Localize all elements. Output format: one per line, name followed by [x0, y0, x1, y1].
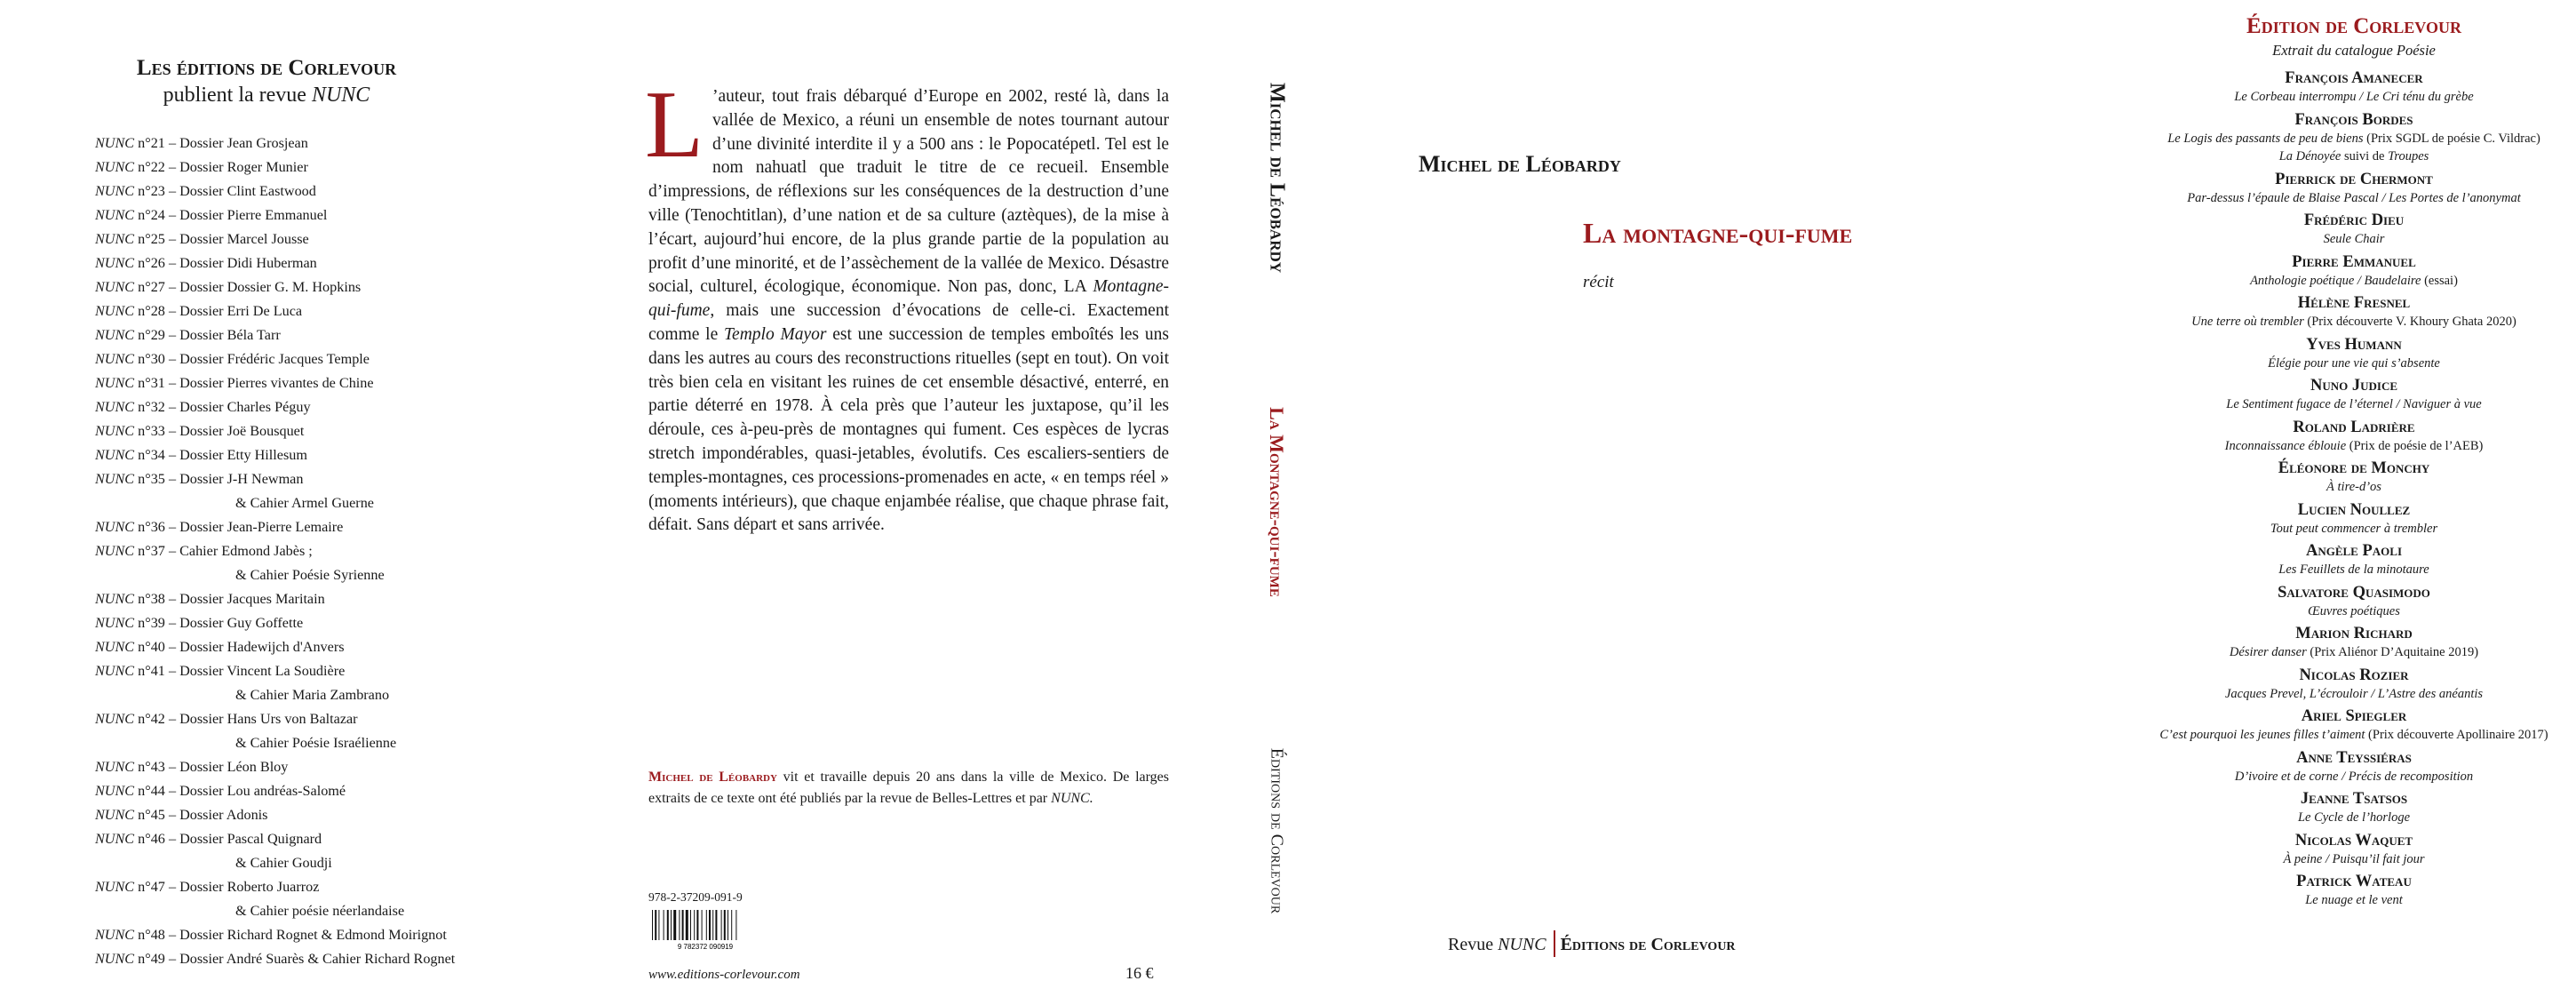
footer-separator — [1554, 930, 1555, 957]
catalogue-book-title: Le Cycle de l’horloge — [2297, 810, 2411, 825]
catalogue-author: Pierre Emmanuel — [2292, 252, 2416, 271]
catalogue-author: Nicolas Rozier — [2299, 666, 2409, 684]
catalogue-author: Éléonore de Monchy — [2278, 459, 2430, 477]
blurb-text: ’auteur, tout frais débarqué d’Europe en 2002, resté là, dans la vallée de Mexico, a réuni un ensemble de notes tournant autour d’une divinité interdite il y a 500 ans : le Popocatépetl. Tel est le nom nahuatl que traduit le titre de ce recueil. Ensemble d’impressions, de réflexions sur les conséquences de la destruction d’une ville (Tenochtitlan), d’une nation et de sa culture (aztèques), de la mise à l’écart, aujourd’hui encore, de la plus grande partie de la population au profit d’une minorité, et de l’assèchement de la vallée de Mexico. Désastre social, culturel, écologique, économique. Non pas, donc, LA Montagne-qui-fume, mais une succession d’évocations de celle-ci. Exactement comme le Templo Mayor est une succession de temples emboîtés les uns dans les autres au cours des reconstructions rituelles (sept en tout). On voit très bien cela en visitant les ruines de cet ensemble désactivé, enterré, en partie déterré en 1978. À cela près que l’auteur les juxtapose, qu’il les déroule, ces à-peu-près de montagnes qui fument. Ces espèces de lycras stretch impondérables, quasi-jetables, évolutifs. Ces escaliers-sentiers de temples-montagnes, ces processions-promenades en acte, « en temps réel » (moments intérieurs), que chaque enjambée réalise, que chaque phrase fait, défait. Sans départ et sans arrivée. — [648, 87, 1169, 535]
catalogue-book-title: Les Feuillets de la minotaure — [2278, 562, 2429, 577]
nunc-issue-item: NUNC n°24 – Dossier Pierre Emmanuel — [95, 207, 328, 223]
nunc-issue-item: NUNC n°35 – Dossier J-H Newman — [95, 471, 304, 487]
spine — [1236, 0, 1316, 997]
nunc-heading-line1: Les éditions de Corlevour — [136, 56, 397, 80]
catalogue-book-title: C’est pourquoi les jeunes filles t’aiment (Prix découverte Apollinaire 2017) — [2159, 728, 2548, 742]
catalogue-entry — [2132, 500, 2576, 538]
catalogue-entry — [2132, 459, 2576, 497]
catalogue-author: Roland Ladrière — [2293, 418, 2415, 436]
catalogue-book-title: Le nuage et le vent — [2305, 893, 2403, 907]
catalogue-book-title: Œuvres poétiques — [2308, 603, 2400, 618]
catalogue-author: Hélène Fresnel — [2297, 294, 2411, 312]
website-link: www.editions-corlevour.com — [648, 968, 800, 982]
catalogue-entry — [2132, 170, 2576, 208]
catalogue-author: Jeanne Tsatsos — [2300, 790, 2408, 808]
nunc-issue-item: NUNC n°28 – Dossier Erri De Luca — [95, 303, 303, 319]
isbn: 978-2-37209-091-9 — [648, 890, 743, 904]
catalogue-book-title: À tire-d’os — [2326, 480, 2381, 494]
catalogue-author: Marion Richard — [2295, 625, 2413, 642]
catalogue-author: Patrick Wateau — [2296, 873, 2412, 890]
catalogue-entry — [2132, 872, 2576, 910]
nunc-issue-item: NUNC n°21 – Dossier Jean Grosjean — [95, 135, 308, 151]
nunc-issue-item: NUNC n°38 – Dossier Jacques Maritain — [95, 591, 325, 607]
catalogue-book-title: La Dénoyée suivi de Troupes — [2278, 149, 2429, 164]
nunc-issue-item: NUNC n°26 – Dossier Didi Huberman — [95, 255, 317, 271]
nunc-issue-item: & Cahier Maria Zambrano — [235, 687, 390, 703]
back-cover-blurb — [645, 72, 1169, 538]
catalogue-entry — [2132, 335, 2576, 373]
catalogue-author: Nuno Judice — [2310, 377, 2398, 395]
nunc-issue-item: NUNC n°39 – Dossier Guy Goffette — [95, 615, 304, 631]
drop-cap: L — [645, 72, 704, 178]
nunc-issue-item: NUNC n°40 – Dossier Hadewijch d'Anvers — [95, 639, 345, 655]
nunc-issue-item: NUNC n°22 – Dossier Roger Munier — [95, 159, 308, 175]
catalogue-entry — [2132, 624, 2576, 662]
nunc-issue-item: NUNC n°45 – Dossier Adonis — [95, 807, 268, 823]
catalogue-book-title: Le Corbeau interrompu / Le Cri ténu du grèbe — [2234, 90, 2474, 104]
catalogue-entry — [2132, 293, 2576, 331]
nunc-issue-item: NUNC n°43 – Dossier Léon Bloy — [95, 759, 289, 775]
catalogue-entry — [2132, 706, 2576, 745]
nunc-issue-item: & Cahier Goudji — [235, 855, 332, 871]
front-footer: Revue NUNC Éditions de Corlevour — [1448, 930, 1736, 957]
catalogue-book-title: Désirer danser (Prix Aliénor D’Aquitaine 2019) — [2229, 645, 2479, 659]
barcode-digits: 9 782372 090919 — [677, 943, 734, 951]
catalogue-entry — [2132, 68, 2576, 107]
catalogue-book-title: Le Sentiment fugace de l’éternel / Naviguer à vue — [2226, 397, 2482, 411]
author-bio — [648, 767, 1169, 810]
catalogue-book-title: Inconnaissance éblouie (Prix de poésie de l’AEB) — [2224, 438, 2484, 453]
catalogue-author: Lucien Noullez — [2297, 500, 2411, 519]
back-cover — [533, 0, 1208, 997]
catalogue-entry — [2132, 583, 2576, 621]
catalogue-subtitle: Extrait du catalogue Poésie — [2272, 42, 2436, 59]
bio-nunc: NUNC. — [1051, 791, 1093, 806]
price: 16 € — [1125, 964, 1154, 982]
nunc-issue-item: NUNC n°23 – Dossier Clint Eastwood — [95, 183, 316, 199]
nunc-issue-item: NUNC n°27 – Dossier Dossier G. M. Hopkins — [95, 279, 362, 295]
catalogue-author: Anne Teyssiéras — [2296, 748, 2412, 767]
nunc-issue-item: NUNC n°44 – Dossier Lou andréas-Salomé — [95, 783, 346, 799]
catalogue-author: François Amanecer — [2285, 69, 2423, 87]
nunc-issue-item: NUNC n°33 – Dossier Joë Bousquet — [95, 423, 305, 439]
catalogue-entry — [2132, 831, 2576, 869]
barcode — [648, 908, 762, 951]
catalogue-book-title: À peine / Puisqu’il fait jour — [2283, 851, 2425, 866]
nunc-issue-item: NUNC n°29 – Dossier Béla Tarr — [95, 327, 281, 343]
front-genre: récit — [1583, 273, 1614, 291]
catalogue-book-title: D’ivoire et de corne / Précis de recomposition — [2234, 769, 2474, 784]
bio-author-name: Michel de Léobardy — [648, 770, 777, 785]
catalogue-book-title: Seule Chair — [2323, 232, 2385, 246]
nunc-issue-item: NUNC n°46 – Dossier Pascal Quignard — [95, 831, 322, 847]
catalogue-entry — [2132, 418, 2576, 456]
catalogue-entry — [2132, 541, 2576, 579]
nunc-issue-item: & Cahier poésie néerlandaise — [235, 903, 405, 919]
catalogue-entry — [2132, 789, 2576, 827]
catalogue-entry — [2132, 748, 2576, 786]
barcode-bars — [652, 910, 736, 940]
catalogue-author: François Bordes — [2294, 110, 2413, 129]
bio-text: vit et travaille depuis 20 ans dans la ville de Mexico. De larges extraits de ce texte ont été publiés par la revue de Belles-Lettres et par — [648, 770, 1169, 806]
nunc-issue-item: NUNC n°34 – Dossier Etty Hillesum — [95, 447, 307, 463]
catalogue-book-title: Le Logis des passants de peu de biens (Prix SGDL de poésie C. Vildrac) — [2167, 131, 2540, 146]
nunc-issue-list — [95, 132, 521, 971]
nunc-issue-item: NUNC n°25 – Dossier Marcel Jousse — [95, 231, 309, 247]
nunc-issue-item: NUNC n°32 – Dossier Charles Péguy — [95, 399, 311, 415]
catalogue-entry — [2132, 110, 2576, 166]
footer-publisher: Éditions de Corlevour — [1560, 935, 1736, 954]
nunc-issue-item: & Cahier Poésie Syrienne — [235, 567, 385, 583]
catalogue-author: Pierrick de Chermont — [2275, 170, 2433, 188]
nunc-heading — [0, 55, 533, 108]
catalogue-book-title: Une terre où trembler (Prix découverte V. Khoury Ghata 2020) — [2191, 315, 2516, 329]
front-cover — [1332, 0, 2132, 997]
spine-author: Michel de Léobardy — [1265, 82, 1289, 274]
nunc-list-panel — [0, 0, 533, 997]
nunc-issue-item: NUNC n°48 – Dossier Richard Rognet & Edmond Moirignot — [95, 927, 447, 943]
catalogue-panel — [2132, 0, 2576, 997]
nunc-issue-item: NUNC n°36 – Dossier Jean-Pierre Lemaire — [95, 519, 344, 535]
front-author: Michel de Léobardy — [1419, 151, 1621, 177]
catalogue-entry — [2132, 376, 2576, 414]
nunc-issue-item: NUNC n°31 – Dossier Pierres vivantes de Chine — [95, 375, 374, 391]
nunc-issue-item: NUNC n°42 – Dossier Hans Urs von Baltazar — [95, 711, 358, 727]
catalogue-author: Frédéric Dieu — [2303, 211, 2405, 229]
catalogue-entry — [2132, 666, 2576, 704]
catalogue-book-title: Anthologie poétique / Baudelaire (essai) — [2250, 273, 2458, 288]
nunc-issue-item: NUNC n°41 – Dossier Vincent La Soudière — [95, 663, 346, 679]
catalogue-author: Angèle Paoli — [2305, 542, 2403, 560]
catalogue-author: Ariel Spiegler — [2301, 707, 2407, 725]
catalogue-list — [2132, 68, 2576, 913]
nunc-issue-item: & Cahier Armel Guerne — [235, 495, 374, 511]
nunc-issue-item: NUNC n°37 – Cahier Edmond Jabès ; — [95, 543, 313, 559]
front-title: La montagne-qui-fume — [1583, 217, 1853, 249]
catalogue-author: Yves Humann — [2306, 335, 2402, 354]
spine-title: La Montagne-qui-fume — [1266, 407, 1288, 597]
nunc-issue-item: NUNC n°49 – Dossier André Suarès & Cahier Richard Rognet — [95, 951, 456, 967]
catalogue-entry — [2132, 211, 2576, 249]
catalogue-title: Édition de Corlevour — [2246, 14, 2461, 38]
catalogue-entry — [2132, 252, 2576, 291]
nunc-issue-item: NUNC n°47 – Dossier Roberto Juarroz — [95, 879, 320, 895]
nunc-issue-item: & Cahier Poésie Israélienne — [235, 735, 397, 751]
catalogue-book-title: Tout peut commencer à trembler — [2270, 521, 2438, 536]
catalogue-author: Salvatore Quasimodo — [2278, 583, 2430, 602]
nunc-heading-line2: publient la revue NUNC — [163, 84, 370, 107]
catalogue-book-title: Par-dessus l’épaule de Blaise Pascal / Les Portes de l’anonymat — [2187, 190, 2521, 205]
nunc-issue-item: NUNC n°30 – Dossier Frédéric Jacques Temple — [95, 351, 370, 367]
catalogue-author: Nicolas Waquet — [2294, 831, 2413, 849]
catalogue-book-title: Jacques Prevel, L’écrouloir / L’Astre des anéantis — [2224, 686, 2484, 701]
spine-publisher: Éditions de Corlevour — [1267, 747, 1287, 914]
catalogue-book-title: Élégie pour une vie qui s’absente — [2268, 355, 2440, 371]
